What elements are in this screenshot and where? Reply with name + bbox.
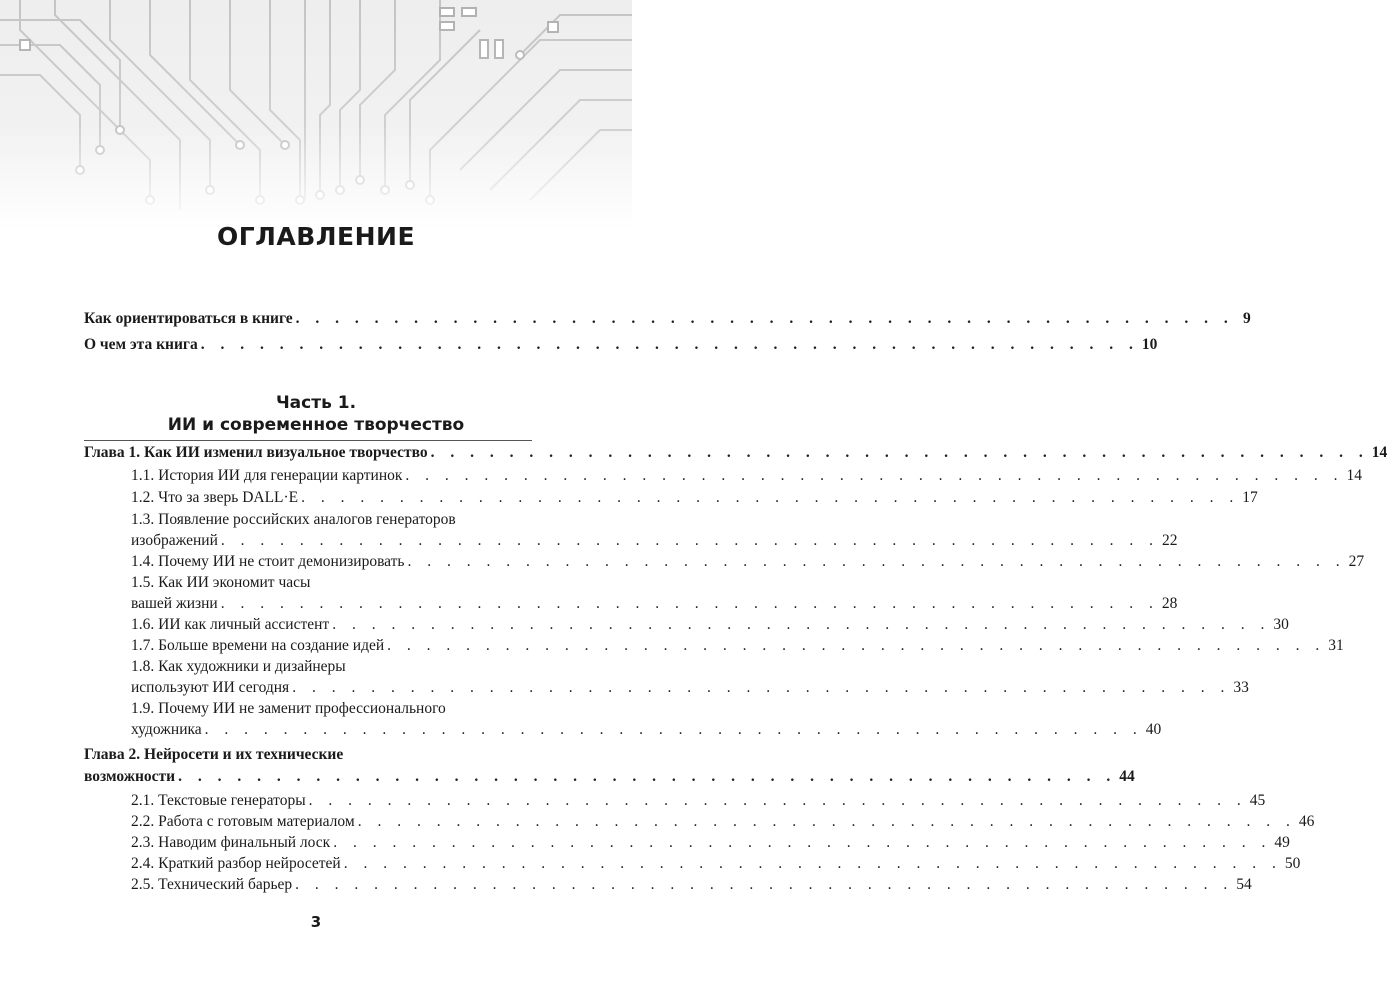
toc-page-number: 14 [1346,467,1363,484]
part-divider-line [84,440,532,441]
toc-entry-section-1-5-first-line[interactable]: 1.5. Как ИИ экономит часы [131,574,311,591]
toc-entry-section-1-2[interactable] [131,487,1258,509]
toc-entry-section-1-7[interactable] [131,635,1344,657]
toc-entry-about[interactable] [84,334,1158,356]
dot-leader: . . . . . . . . . . . . . . . . . . . . . . . . . . . . . . . . . . . . . . . . . . . . . . . . [292,679,1231,696]
dot-leader: . . . . . . . . . . . . . . . . . . . . . . . . . . . . . . . . . . . . . . . . . . . . . . . . [332,616,1271,633]
dot-leader: . . . . . . . . . . . . . . . . . . . . . . . . . . . . . . . . . . . . . . . . . . . . . . . . [308,792,1247,809]
part-heading-number: Часть 1. [275,393,357,413]
toc-entry-section-1-3-first-line[interactable]: 1.3. Появление российских аналогов генераторов [131,511,456,528]
toc-entry-section-1-9-first-line[interactable]: 1.9. Почему ИИ не заменит профессионального [131,700,446,717]
toc-page-number: 44 [1119,768,1135,785]
toc-entry-label: 2.5. Технический барьер [131,876,293,893]
toc-page-number: 22 [1162,532,1178,549]
dot-leader: . . . . . . . . . . . . . . . . . . . . . . . . . . . . . . . . . . . . . . . . . . . . . . . . [295,310,1234,327]
toc-entry-label: изображений [131,532,218,549]
circuit-banner-illustration [0,0,632,230]
toc-page-number: 49 [1274,834,1290,851]
toc-entry-section-2-4[interactable] [131,853,1301,875]
toc-entry-section-1-4[interactable] [131,551,1365,573]
toc-entry-section-1-8-first-line[interactable]: 1.8. Как художники и дизайнеры [131,658,346,675]
toc-entry-label: 2.2. Работа с готовым материалом [131,813,355,830]
toc-entry-label: возможности [84,768,176,785]
toc-entry-label: 2.3. Наводим финальный лоск [131,834,331,851]
toc-page-number: 28 [1161,595,1178,612]
toc-page-number: 31 [1328,637,1344,654]
toc-entry-label: 2.4. Краткий разбор нейросетей [131,855,341,872]
dot-leader: . . . . . . . . . . . . . . . . . . . . . . . . . . . . . . . . . . . . . . . . . . . . . . . . [220,532,1159,549]
toc-entry-label: Глава 1. Как ИИ изменил визуальное творчество [84,444,428,461]
toc-entry-label: 2.1. Текстовые генераторы [131,792,306,809]
toc-entry-label: художника [131,721,202,738]
toc-page-number: 54 [1236,876,1252,893]
toc-entry-chapter-2-first-line[interactable]: Глава 2. Нейросети и их технические [84,746,344,763]
toc-entry-section-2-5[interactable] [131,874,1252,896]
toc-page-number: 46 [1298,813,1315,830]
toc-entry-section-2-2[interactable] [131,811,1315,833]
toc-entry-section-1-9[interactable] [131,719,1162,741]
dot-leader: . . . . . . . . . . . . . . . . . . . . . . . . . . . . . . . . . . . . . . . . . . . . . . . . [405,467,1344,484]
dot-leader: . . . . . . . . . . . . . . . . . . . . . . . . . . . . . . . . . . . . . . . . . . . . . . . . [430,444,1369,461]
toc-entry-label: О чем эта книга [84,336,198,353]
toc-entry-label: 1.1. История ИИ для генерации картинок [131,467,403,484]
dot-leader: . . . . . . . . . . . . . . . . . . . . . . . . . . . . . . . . . . . . . . . . . . . . . . . . [407,553,1346,570]
toc-page-number: 50 [1284,855,1301,872]
toc-entry-section-1-8[interactable] [131,677,1249,699]
toc-entry-label: 1.7. Больше времени на создание идей [131,637,385,654]
toc-entry-label: 1.2. Что за зверь DALL·E [131,489,299,506]
toc-entry-section-1-6[interactable] [131,614,1289,636]
toc-entry-label: вашей жизни [131,595,218,612]
toc-entry-label: 1.4. Почему ИИ не стоит демонизировать [131,553,405,570]
dot-leader: . . . . . . . . . . . . . . . . . . . . . . . . . . . . . . . . . . . . . . . . . . . . . . . . [178,768,1117,785]
dot-leader: . . . . . . . . . . . . . . . . . . . . . . . . . . . . . . . . . . . . . . . . . . . . . . . . [343,855,1282,872]
toc-entry-label: Как ориентироваться в книге [84,310,293,327]
toc-page-number: 14 [1371,444,1387,461]
toc-page-number: 33 [1233,679,1249,696]
toc-page-number: 9 [1243,310,1251,327]
toc-entry-label: 1.6. ИИ как личный ассистент [131,616,330,633]
toc-page-number: 10 [1141,336,1158,353]
toc-entry-section-1-3[interactable] [131,530,1178,552]
dot-leader: . . . . . . . . . . . . . . . . . . . . . . . . . . . . . . . . . . . . . . . . . . . . . . . . [295,876,1234,893]
dot-leader: . . . . . . . . . . . . . . . . . . . . . . . . . . . . . . . . . . . . . . . . . . . . . . . . [204,721,1143,738]
toc-page-number: 17 [1242,489,1258,506]
part-heading-title: ИИ и современное творчество [167,415,465,435]
toc-entry-chapter-2[interactable] [84,766,1135,788]
dot-leader: . . . . . . . . . . . . . . . . . . . . . . . . . . . . . . . . . . . . . . . . . . . . . . . . [200,336,1139,353]
toc-page-number: 40 [1145,721,1162,738]
dot-leader: . . . . . . . . . . . . . . . . . . . . . . . . . . . . . . . . . . . . . . . . . . . . . . . . [357,813,1296,830]
toc-entry-section-1-1[interactable] [131,465,1363,487]
toc-entry-section-1-5[interactable] [131,593,1178,615]
toc-entry-section-2-3[interactable] [131,832,1290,854]
page-title: ОГЛАВЛЕНИЕ [216,222,416,251]
dot-leader: . . . . . . . . . . . . . . . . . . . . . . . . . . . . . . . . . . . . . . . . . . . . . . . . [220,595,1159,612]
page-number: 3 [310,913,322,931]
toc-page-number: 45 [1249,792,1266,809]
dot-leader: . . . . . . . . . . . . . . . . . . . . . . . . . . . . . . . . . . . . . . . . . . . . . . . . [333,834,1272,851]
dot-leader: . . . . . . . . . . . . . . . . . . . . . . . . . . . . . . . . . . . . . . . . . . . . . . . . [387,637,1326,654]
toc-entry-navigation[interactable] [84,308,1251,330]
toc-page-number: 27 [1348,553,1365,570]
toc-entry-chapter-1[interactable] [84,442,1387,464]
toc-page-number: 30 [1273,616,1289,633]
dot-leader: . . . . . . . . . . . . . . . . . . . . . . . . . . . . . . . . . . . . . . . . . . . . . . . . [301,489,1240,506]
toc-entry-section-2-1[interactable] [131,790,1266,812]
toc-entry-label: используют ИИ сегодня [131,679,290,696]
